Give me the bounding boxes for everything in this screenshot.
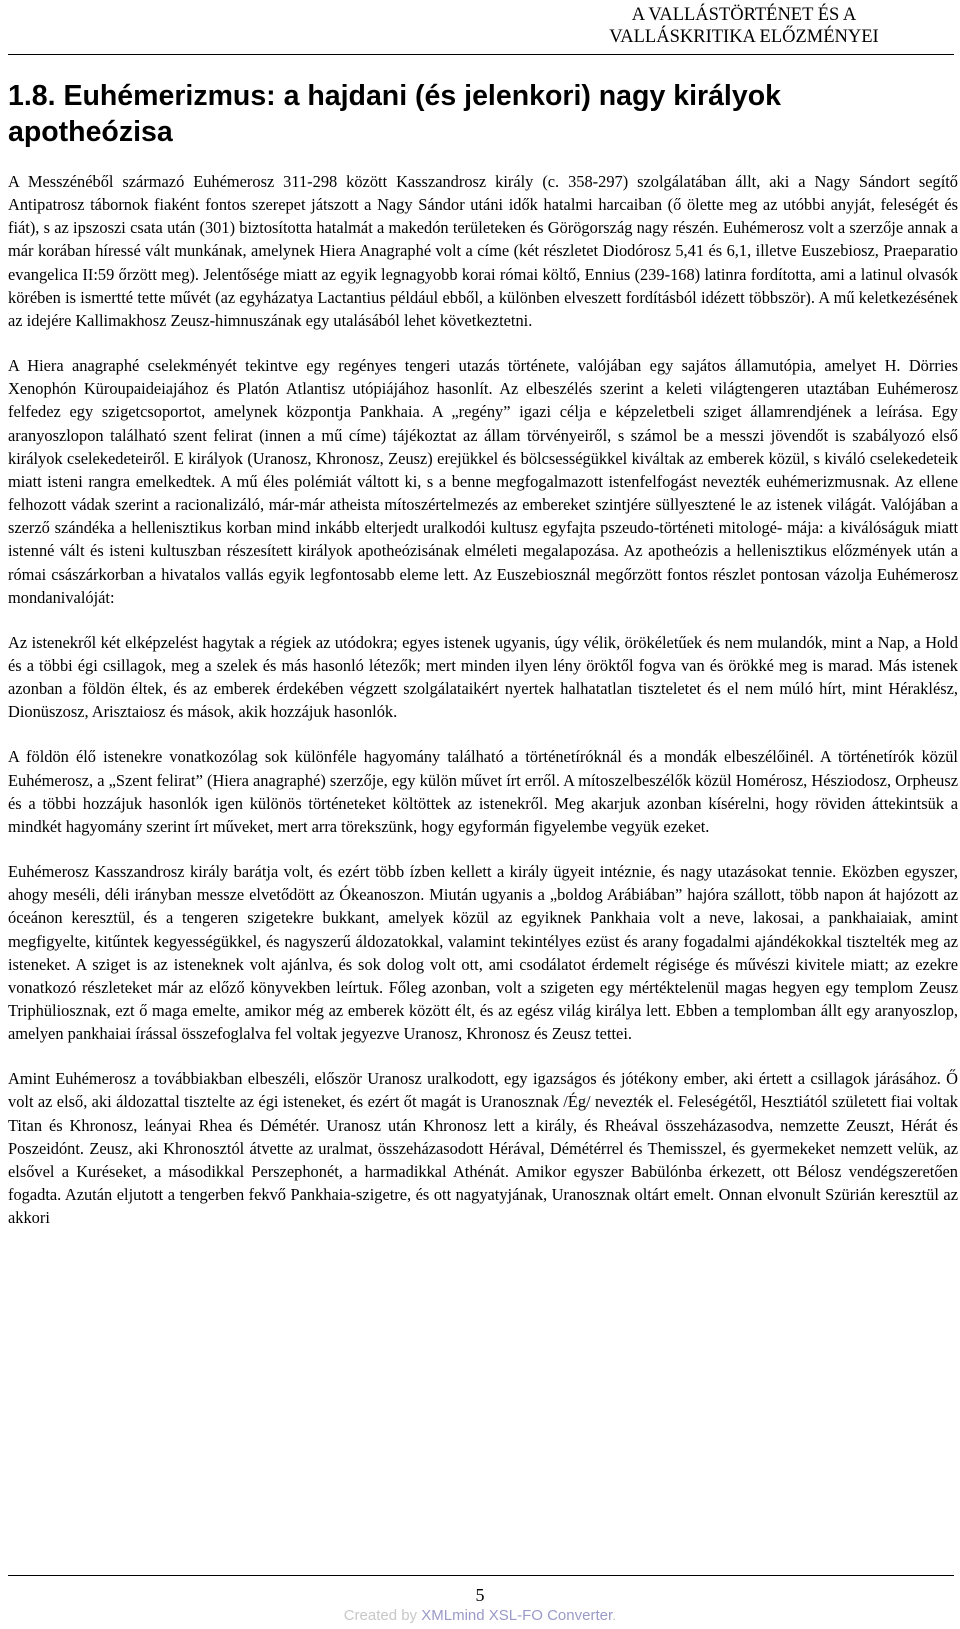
paragraph: Amint Euhémerosz a továbbiakban elbeszéli, először Uranosz uralkodott, egy igazságos és jótékony ember, aki értett a csillagok járásához. Ő volt az első, aki áldozattal tisztelte az égi isteneket, és ezért őt magát is Uranosznak /Ég/ nevezték el. Feleségétől, Hesztiától született fiai voltak Titan és Khronosz, leányai Rhea és Démétér. Uranosz után Khronosz lett a király, és Rheával összeházasodva, nemzette Zeuszt, Hérát és Poszeidónt. Zeusz, aki Khronosztól átvette az uralmat, összeházasodott Hérával, Démétérrel és Themisszel, és gyermekeket nemzett velük, az elsővel a Kuréseket, a másodikkal Perszephonét, a harmadikkal Athénát. Amikor egyszer Babülónba érkezett, ott Bélosz vendégszeretően fogadta. Azután eljutott a tengerben fekvő Pankhaia-szigetre, és ott nagyatyjának, Uranosznak oltárt emelt. Onnan elvonult Szürián keresztül az akkori	[8, 1069, 958, 1228]
watermark-prefix: Created by	[343, 1607, 418, 1624]
running-header-line-2: VALLÁSKRITIKA ELŐZMÉNYEI	[609, 27, 879, 47]
page-number: 5	[475, 1585, 485, 1605]
paragraph: A földön élő istenekre vonatkozólag sok különféle hagyomány található a történetíróknál és a mondák elbeszélőinél. A történetírók közül Euhémerosz, a „Szent felirat” (Hiera anagraphé) szerzője, egy külön művet írt erről. A mítoszelbeszélők közül Homérosz, Hésziodosz, Orpheusz és a többi hozzájuk hasonlók igen különös történeteket költöttek az istenekről. Meg akarjuk azonban kísérelni, hogy röviden áttekintsük a mindkét hagyomány szerint írt műveket, mert arra törekszünk, hogy egyformán figyelembe vegyük ezeket.	[8, 747, 958, 836]
converter-watermark	[0, 1607, 960, 1625]
body-text	[8, 170, 958, 1251]
watermark-period: .	[612, 1607, 617, 1624]
running-header-line-1: A VALLÁSTÖRTÉNET ÉS A	[631, 5, 857, 25]
running-header	[564, 4, 924, 48]
paragraph: A Messzénéből származó Euhémerosz 311-298 között Kasszandrosz király (c. 358-297) szolgálatában állt, aki a Nagy Sándort segítő Antipatrosz tábornok fiaként fontos szerepet játszott a Nagy Sándor utáni idők hatalmi harcaiban (ő ölette meg az utóbbi anyját, feleségét és fiát), s az ipszoszi csata után (301) biztosította hatalmát a makedón területeken és Görögország nagy részén. Euhémerosz volt a szerzője annak a már korában híressé vált munkának, amelynek Hiera Anagraphé volt a címe (két részletet Diodórosz 5,41 és 6,1, illetve Euszebiosz, Praeparatio evangelica II:59 őrzött meg). Jelentősége miatt az egyik legnagyobb korai római költő, Ennius (239-168) latinra fordította, ami a latinul olvasók körében is ismertté tette művét (az egyházatya Lactantius például ebből, a különben elveszett fordításból idézett többször). A mű keletkezésének az idejére Kallimakhosz Zeusz-himnuszának egy utalásából lehet következtetni.	[8, 172, 958, 330]
footer-divider	[8, 1575, 954, 1576]
paragraph: Euhémerosz Kasszandrosz király barátja volt, és ezért több ízben kellett a király ügyeit intéznie, és nagy utazásokat tennie. Eközben egyszer, ahogy meséli, déli irányban messze elvetődött az Ókeanoszon. Miután ugyanis a „boldog Arábiában” hajóra szállott, több napon át hajózott az óceánon keresztül, és a tengeren szigetekre bukkant, amelyek közül az egyiknek Pankhaia volt a neve, lakosai, a pankhaiaiak, amint megfigyelte, kitűntek kegyességükkel, és nagyszerű áldozatokkal, valamint tekintélyes ezüst és arany fogadalmi ajándékokkal tisztelték meg az isteneket. A sziget is az isteneknek volt ajánlva, és sok dolog volt ott, ami csodálatot érdemelt régisége és művészi kivitele miatt; az ezekre vonatkozó részleteket már az előző könyvekben leírtuk. Főleg azonban, volt a szigeten egy mértéktelenül magas hegyen egy templom Zeusz Triphüliosznak, ezt ő maga emelte, amikor még az emberek között élt, és az egész világ királya lett. Ebben a templomban állt egy aranyoszlop, amelyen pankhaiai írással összefoglalva fel voltak jegyezve Uranosz, Khronosz és Zeusz tettei.	[8, 862, 958, 1044]
paragraph: A Hiera anagraphé cselekményét tekintve egy regényes tengeri utazás története, valójában egy sajátos államutópia, amelyet H. Dörries Xenophón Küroupaideiajához és Platón Atlantisz utópiájához hasonlít. Az elbeszélés szerint a keleti világtengeren utaztában Euhémerosz felfedez egy szigetcsoportot, amelynek központja Pankhaia. A „regény” igazi célja e képzeletbeli sziget államrendjének a leírása. Egy aranyoszlopon található szent felirat (innen a mű címe) tájékoztat az állam törvényeiről, s számol be a messzi jövendőt is szabályozó első királyok cselekedeteiről. E királyok (Uranosz, Khronosz, Zeusz) erejükkel és bölcsességükkel kiváltak az emberek közül, s kiváló cselekedeteik miatt isteni rangra emelkedtek. A mű éles polémiát váltott ki, s a benne megfogalmazott istenfelfogást nevezték euhémerizmusnak. Az ellene felhozott vádak szerint a racionalizáló, már-már atheista mítoszértelmezés az embereket szintjére süllyesztené le az istenek világát. Valójában a szerző szándéka a hellenisztikus korban mind inkább elterjedt uralkodói kultusz egyfajta pszeudo-történeti mitologé- mája: a kiválóságuk miatt istenné vált és isteni kultuszban részesített királyok apotheózisának elméleti megalapozása. Az apotheózis a hellenisztikus előzmények után a római császárkorban a hivatalos vallás egyik legfontosabb eleme lett. Az Euszebiosznál megőrzött fontos részlet pontosan vázolja Euhémerosz mondanivalóját:	[8, 356, 958, 607]
watermark-brand: XMLmind XSL-FO Converter	[421, 1607, 613, 1624]
section-title	[8, 78, 953, 150]
header-divider	[8, 54, 954, 55]
paragraph: Az istenekről két elképzelést hagytak a régiek az utódokra; egyes istenek ugyanis, úgy vélik, örökéletűek és nem mulandók, mint a Nap, a Hold és a többi égi csillagok, meg a szelek és más hasonló létezők; mert minden ilyen lény öröktől fogva van és örökké meg is marad. Más istenek azonban a földön éltek, és az emberek érdekében végzett szolgálataikért nyertek halhatatlan tiszteletet és el nem múló hírt, mint Héraklész, Dionüszosz, Arisztaiosz és mások, akik hozzájuk hasonlók.	[8, 632, 958, 722]
section-title-line-2: apotheózisa	[8, 116, 173, 148]
section-title-line-1: 1.8. Euhémerizmus: a hajdani (és jelenkori) nagy királyok	[8, 80, 781, 112]
